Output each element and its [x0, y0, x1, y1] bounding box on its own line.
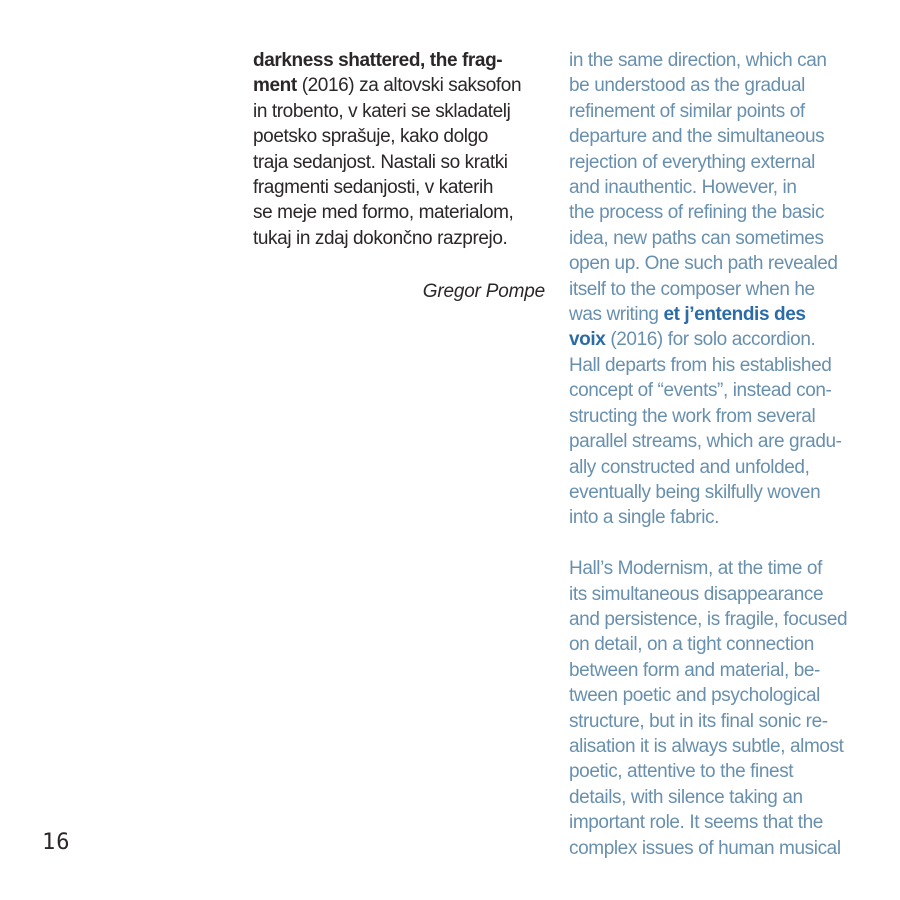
text-line — [569, 251, 879, 276]
text-run: into a single fabric. — [569, 507, 720, 529]
text-line — [569, 302, 879, 327]
text-line — [253, 175, 545, 200]
text-line — [253, 99, 545, 124]
text-run: concept of “events”, instead con- — [569, 380, 832, 402]
text-run: important role. It seems that the — [569, 812, 823, 834]
text-run: in trobento, v kateri se skladatelj — [253, 100, 511, 122]
text-line — [569, 759, 879, 784]
text-line — [569, 709, 879, 734]
text-run: Hall departs from his established — [569, 354, 832, 376]
text-line — [569, 99, 879, 124]
text-line — [569, 150, 879, 175]
text-line — [569, 683, 879, 708]
text-run: the process of refining the basic — [569, 202, 825, 224]
text-run: departure and the simultaneous — [569, 126, 825, 148]
text-run: complex issues of human musical — [569, 837, 841, 859]
text-run: fragmenti sedanjosti, v katerih — [253, 177, 493, 199]
right-column — [569, 48, 879, 861]
text-line — [569, 480, 879, 505]
text-run: in the same direction, which can — [569, 50, 827, 71]
text-run: eventually being skilfully woven — [569, 481, 821, 503]
text-line — [569, 810, 879, 835]
text-line — [253, 200, 545, 225]
text-run: se meje med formo, materialom, — [253, 202, 514, 224]
text-run: tukaj in zdaj dokončno razprejo. — [253, 227, 508, 249]
text-run: tween poetic and psychological — [569, 685, 821, 707]
text-line — [569, 455, 879, 480]
author-name: Gregor Pompe — [422, 281, 545, 303]
text-line — [253, 48, 545, 73]
text-line — [569, 734, 879, 759]
text-line — [569, 632, 879, 657]
text-run: its simultaneous disappearance — [569, 583, 824, 605]
text-run: on detail, on a tight connection — [569, 634, 814, 656]
text-run: poetic, attentive to the finest — [569, 761, 794, 783]
text-run: poetsko sprašuje, kako dolgo — [253, 126, 488, 148]
text-run: itself to the composer when he — [569, 278, 815, 300]
text-run: structure, but in its final sonic re- — [569, 710, 828, 732]
text-run: and inauthentic. However, in — [569, 177, 797, 199]
text-line — [569, 277, 879, 302]
text-run: was writing — [569, 304, 664, 326]
text-run: and persistence, is fragile, focused — [569, 608, 848, 630]
text-line — [569, 505, 879, 530]
left-paragraph — [253, 48, 545, 251]
text-line — [569, 226, 879, 251]
text-run: (2016) for solo accordion. — [610, 329, 816, 351]
text-run: traja sedanjost. Nastali so kratki — [253, 151, 508, 173]
text-run: (2016) za altovski saksofon — [301, 75, 522, 97]
text-line — [569, 353, 879, 378]
text-run: ally constructed and unfolded, — [569, 456, 810, 478]
text-line — [569, 327, 879, 352]
page-number: 16 — [42, 830, 71, 855]
text-run: be understood as the gradual — [569, 75, 805, 97]
text-run: structing the work from several — [569, 405, 816, 427]
text-line — [569, 378, 879, 403]
text-line — [569, 200, 879, 225]
left-column — [253, 48, 545, 305]
text-line — [569, 73, 879, 98]
text-run: refinement of similar points of — [569, 100, 805, 122]
text-line — [569, 836, 879, 861]
text-line — [253, 73, 545, 98]
text-run: parallel streams, which are gradu- — [569, 431, 842, 453]
text-run: alisation it is always subtle, almost — [569, 735, 844, 757]
text-line — [569, 785, 879, 810]
text-line — [569, 48, 879, 73]
text-run: details, with silence taking an — [569, 786, 803, 808]
text-line — [253, 226, 545, 251]
text-run: rejection of everything external — [569, 151, 815, 173]
right-paragraph-2 — [569, 556, 879, 861]
text-line — [569, 556, 879, 581]
text-line — [569, 658, 879, 683]
bold-text-run: darkness shattered, the frag- — [253, 50, 503, 71]
bold-text-run: et j’entendis des — [663, 304, 806, 326]
text-run: between form and material, be- — [569, 659, 820, 681]
text-run: Hall’s Modernism, at the time of — [569, 558, 822, 580]
text-line — [569, 429, 879, 454]
bold-text-run: voix — [569, 329, 611, 351]
text-run: idea, new paths can sometimes — [569, 227, 824, 249]
text-line — [253, 150, 545, 175]
text-line — [569, 124, 879, 149]
text-run: open up. One such path revealed — [569, 253, 838, 275]
text-line — [569, 607, 879, 632]
bold-text-run: ment — [253, 75, 302, 97]
text-line — [253, 124, 545, 149]
text-line — [569, 404, 879, 429]
text-line — [569, 175, 879, 200]
right-paragraph-1 — [569, 48, 879, 531]
text-line — [569, 582, 879, 607]
